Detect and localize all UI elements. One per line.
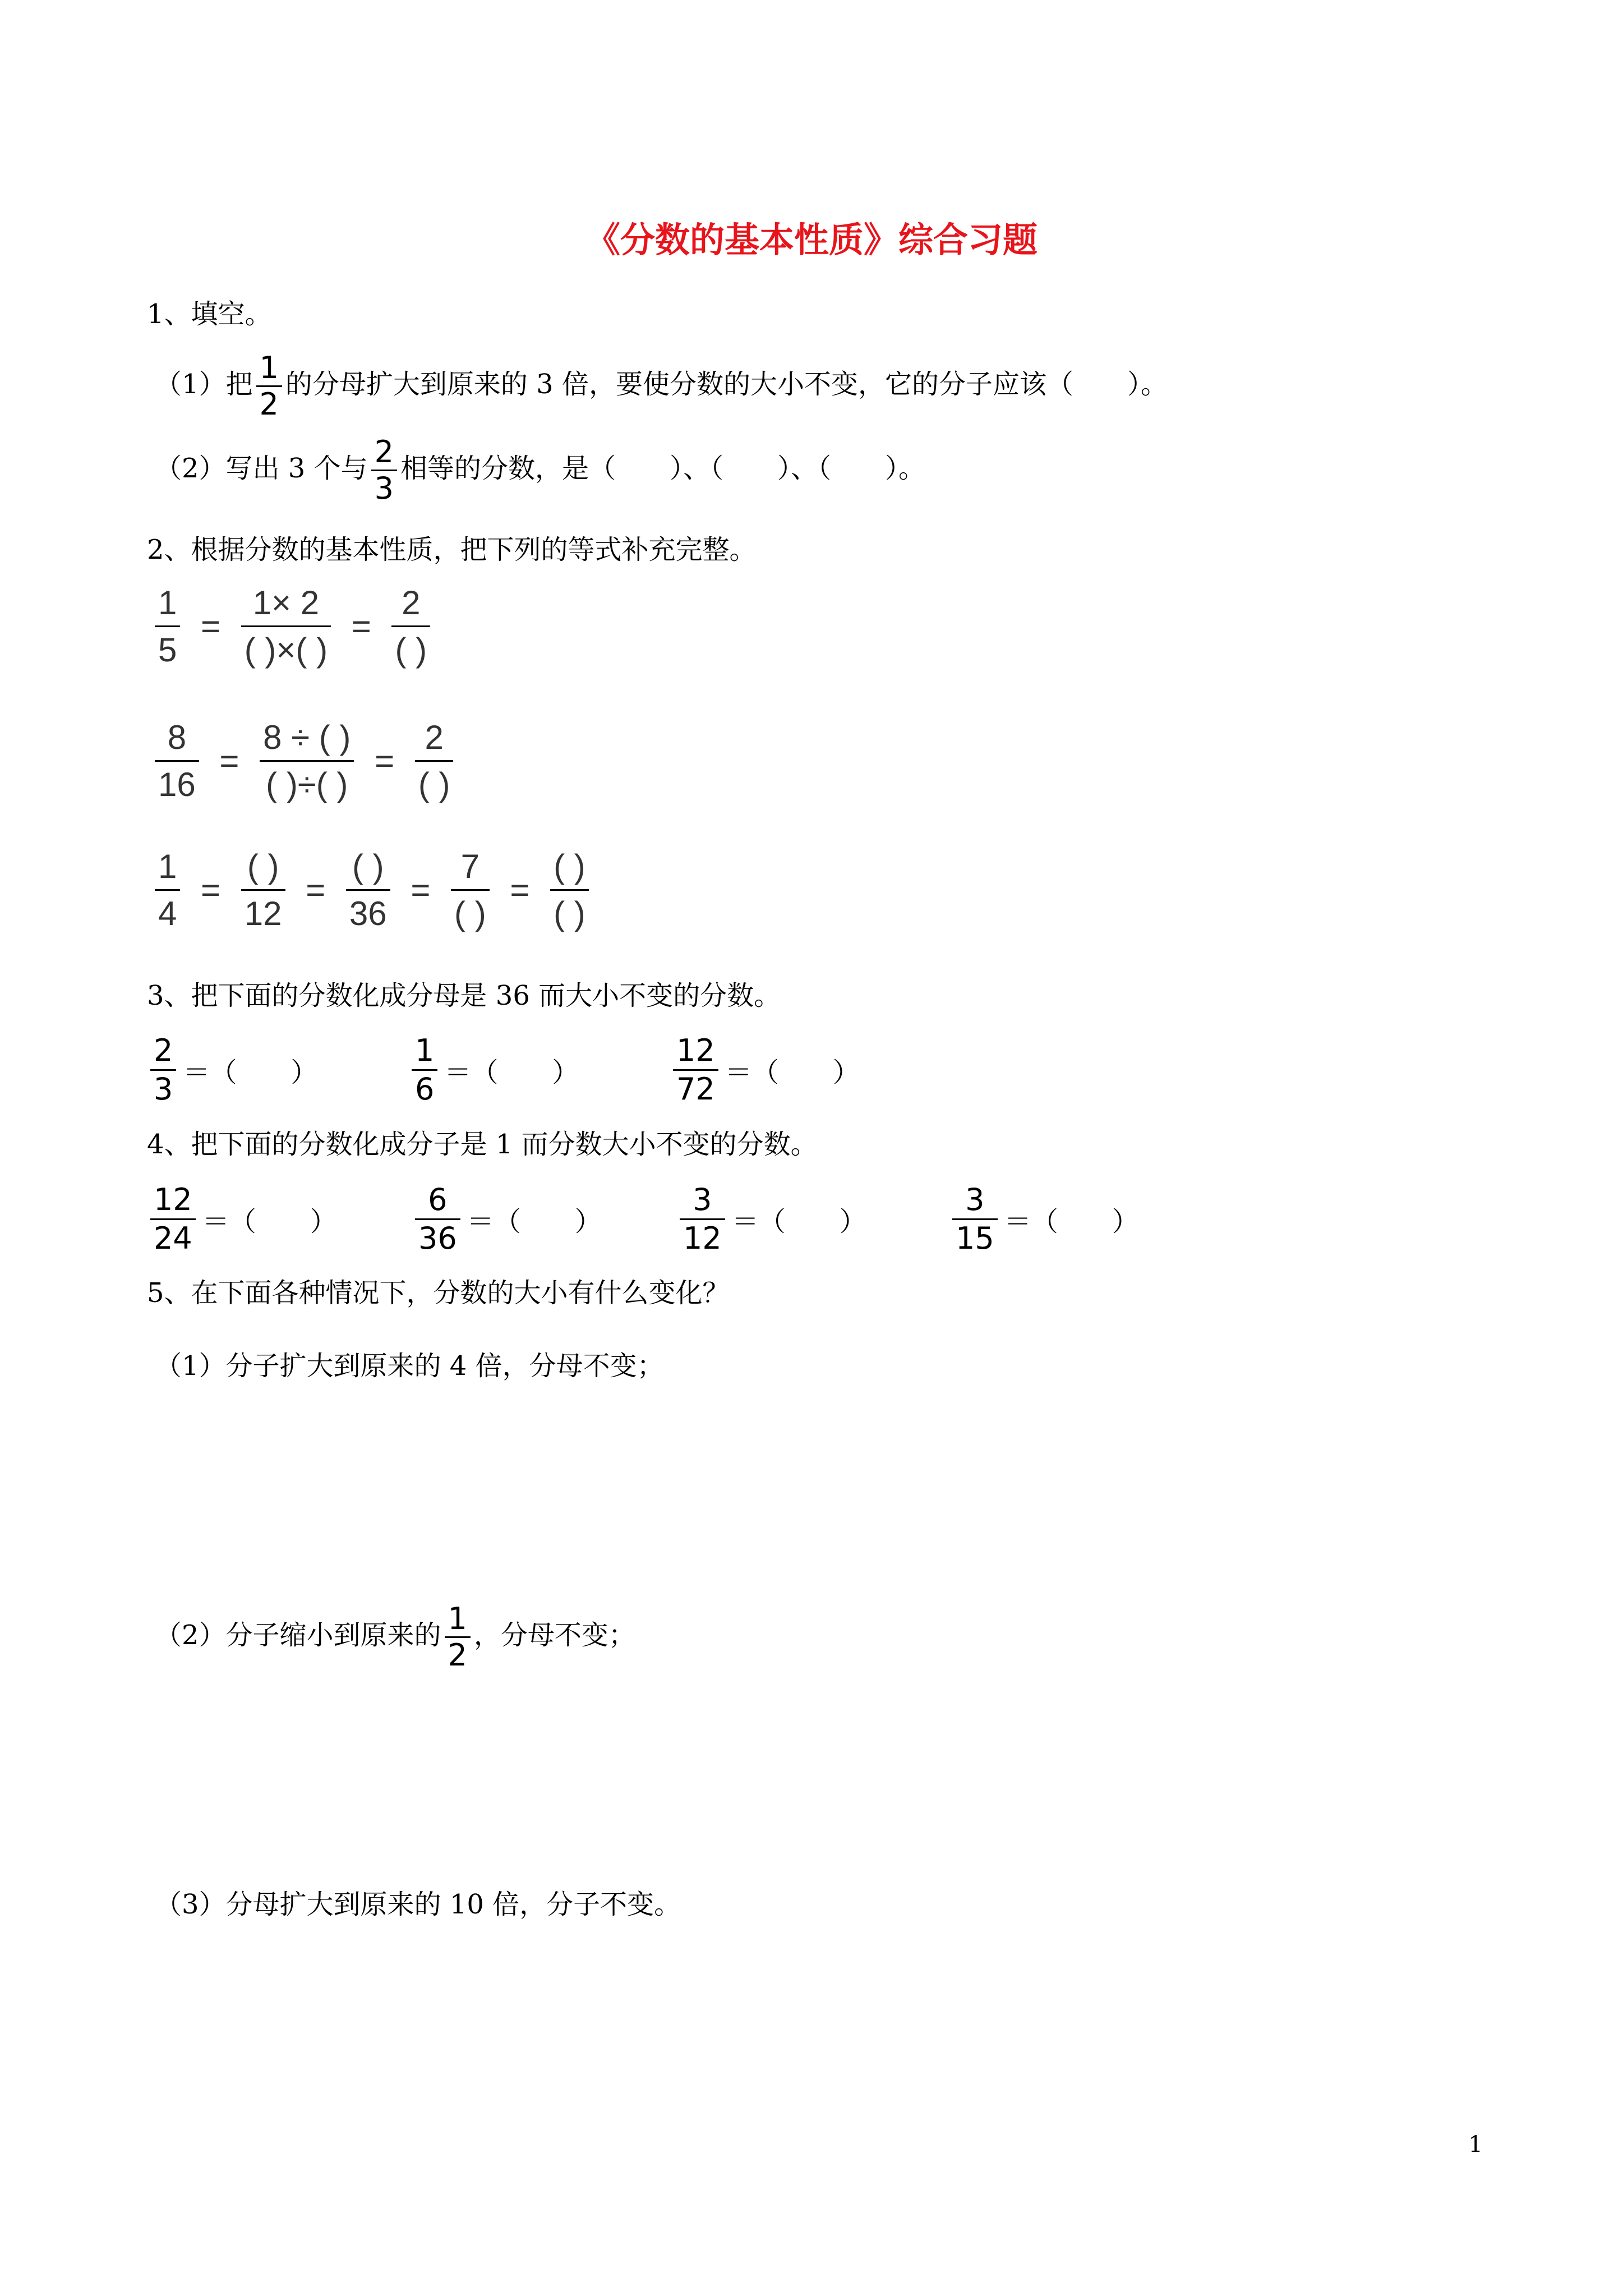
- fraction: $\frac{2}{3}$: [371, 435, 397, 506]
- fraction: $\frac{7}{( )}$: [451, 847, 490, 933]
- q4-heading: 4、把下面的分数化成分子是 1 而分数大小不变的分数。: [147, 1129, 818, 1160]
- equals-sign: =: [510, 871, 530, 909]
- answer-blank: ＝（ ）: [467, 1206, 602, 1237]
- q5-part2-pre: （2）分子缩小到原来的: [155, 1619, 441, 1651]
- q1-part2-pre: （2）写出 3 个与: [155, 453, 368, 484]
- equals-sign: =: [411, 871, 431, 909]
- q1-heading: 1、填空。: [147, 298, 272, 330]
- answer-blank: ＝（ ）: [1004, 1206, 1139, 1237]
- q1-part1-pre: （1）把: [155, 369, 253, 400]
- fraction: $\frac{2}{3}$: [150, 1032, 176, 1108]
- fraction: $\frac{1}{6}$: [412, 1032, 437, 1108]
- q2-equation-1: [151, 583, 434, 669]
- fraction: $\frac{1}{4}$: [155, 847, 180, 933]
- answer-blank: ＝（ ）: [731, 1206, 866, 1237]
- q1-part1-post: 的分母扩大到原来的 3 倍，要使分数的大小不变，它的分子应该（ ）。: [285, 369, 1168, 400]
- q2-equation-2: [151, 718, 457, 804]
- q4-item-3: [676, 1181, 866, 1257]
- q5-part2: [155, 1602, 635, 1673]
- fraction: $\frac{( )}{36}$: [346, 847, 390, 933]
- q1-part1: [155, 351, 1168, 422]
- q4-item-1: [147, 1181, 337, 1257]
- q5-part3: （3）分母扩大到原来的 10 倍，分子不变。: [155, 1889, 681, 1920]
- fraction: $\frac{2}{( )}$: [391, 583, 430, 669]
- fraction: $\frac{12}{24}$: [150, 1181, 196, 1257]
- fraction: $\frac{( )}{12}$: [241, 847, 285, 933]
- equals-sign: =: [351, 608, 371, 645]
- fraction: $\frac{6}{36}$: [415, 1181, 460, 1257]
- q3-item-1: [147, 1032, 317, 1108]
- q4-item-2: [412, 1181, 602, 1257]
- equals-sign: =: [201, 608, 221, 645]
- fraction: $\frac{1}{5}$: [155, 583, 180, 669]
- q4-item-4: [949, 1181, 1139, 1257]
- fraction: $\frac{1\times 2}{( )\times( )}$: [241, 583, 331, 669]
- answer-blank: ＝（ ）: [725, 1057, 860, 1088]
- q3-item-2: [408, 1032, 579, 1108]
- fraction: $\frac{2}{( )}$: [415, 718, 454, 804]
- answer-blank: ＝（ ）: [202, 1206, 337, 1237]
- answer-blank: ＝（ ）: [183, 1057, 318, 1088]
- q2-equation-3: [151, 847, 592, 933]
- answer-blank: ＝（ ）: [444, 1057, 579, 1088]
- fraction: $\frac{( )}{( )}$: [550, 847, 589, 933]
- q3-heading: 3、把下面的分数化成分母是 36 而大小不变的分数。: [147, 980, 781, 1011]
- q3-item-3: [670, 1032, 860, 1108]
- equals-sign: =: [201, 871, 221, 909]
- q1-part2: [155, 435, 925, 506]
- q5-part1: （1）分子扩大到原来的 4 倍，分母不变；: [155, 1350, 664, 1382]
- fraction: $\frac{3}{15}$: [952, 1181, 998, 1257]
- fraction: $\frac{1}{2}$: [256, 351, 282, 422]
- equals-sign: =: [306, 871, 326, 909]
- q1-part2-post: 相等的分数，是（ ）、（ ）、（ ）。: [400, 453, 925, 484]
- fraction: $\frac{3}{12}$: [680, 1181, 725, 1257]
- fraction: $\frac{12}{72}$: [673, 1032, 718, 1108]
- fraction: $\frac{8 \div ( )}{( )\div( )}$: [260, 718, 354, 804]
- equals-sign: =: [219, 742, 239, 780]
- fraction: $\frac{1}{2}$: [445, 1602, 471, 1673]
- equals-sign: =: [375, 742, 395, 780]
- fraction: $\frac{8}{16}$: [155, 718, 199, 804]
- q2-heading: 2、根据分数的基本性质，把下列的等式补充完整。: [147, 534, 757, 565]
- q5-part2-post: ，分母不变；: [473, 1619, 635, 1651]
- page-title: 《分数的基本性质》综合习题: [585, 219, 1038, 260]
- q5-heading: 5、在下面各种情况下，分数的大小有什么变化？: [147, 1277, 730, 1309]
- page-number: 1: [1468, 2132, 1483, 2157]
